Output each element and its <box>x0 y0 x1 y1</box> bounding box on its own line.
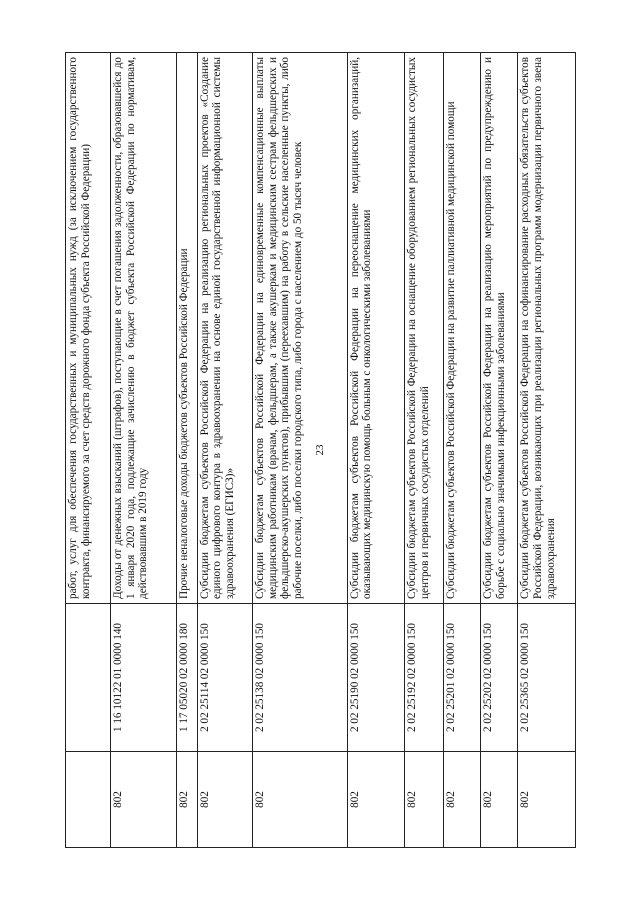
admin-code-cell: 802 <box>518 752 576 848</box>
admin-code-cell: 802 <box>111 752 177 848</box>
budget-code-cell: 2 02 25138 02 0000 150 <box>253 604 348 752</box>
rotated-table-container <box>65 53 576 848</box>
table-row <box>111 53 177 848</box>
revenue-name-cell: Субсидии бюджетам субъектов Российской Федерации на реализацию региональных проектов «Создание единого цифрового контура в здравоохранении на основе единой государственной информационной системы здравоохранения (ЕГИСЗ)» <box>197 53 253 604</box>
revenue-codes-table <box>65 52 576 848</box>
table-row <box>253 53 348 848</box>
admin-code-cell: 802 <box>177 752 198 848</box>
revenue-name-cell: Субсидии бюджетам субъектов Российской Федерации на развитие паллиативной медицинской помощи <box>444 53 481 604</box>
table-row <box>177 53 198 848</box>
admin-code-cell: 802 <box>253 752 348 848</box>
admin-code-cell: 802 <box>444 752 481 848</box>
admin-code-cell: 802 <box>347 752 405 848</box>
table-row <box>444 53 481 848</box>
admin-code-cell: 802 <box>197 752 253 848</box>
revenue-name-cell: работ, услуг для обеспечения государственных и муниципальных нужд (за исключением государственного контракта, финансируемого за счет средств дорожного фонда субъекта Российской Федерации) <box>66 53 111 604</box>
revenue-name-cell: Субсидии бюджетам субъектов Российской Федерации на оснащение оборудованием региональных сосудистых центров и первичных сосудистых отделений <box>405 53 444 604</box>
page-number: 23 <box>314 444 326 456</box>
budget-code-cell: 1 17 05020 02 0000 180 <box>177 604 198 752</box>
revenue-name-cell: Субсидии бюджетам субъектов Российской Федерации на единовременные компенсационные выплаты медицинским работникам (врачам, фельдшерам, а также акушеркам и медицинским сестрам фельдшерских и фельдшерско-акушерских пунктов), прибывшим (переехавшим) на работу в сельские населенные пункты, либо рабочие поселки, либо поселки городского типа, либо города с населением до 50 тысяч человек <box>253 53 348 604</box>
table-row <box>347 53 405 848</box>
budget-code-cell <box>66 604 111 752</box>
budget-code-cell: 2 02 25114 02 0000 150 <box>197 604 253 752</box>
budget-code-cell: 2 02 25190 02 0000 150 <box>347 604 405 752</box>
budget-code-cell: 2 02 25202 02 0000 150 <box>481 604 518 752</box>
budget-code-cell: 1 16 10122 01 0000 140 <box>111 604 177 752</box>
budget-code-cell: 2 02 25192 02 0000 150 <box>405 604 444 752</box>
table-row <box>481 53 518 848</box>
budget-code-cell: 2 02 25201 02 0000 150 <box>444 604 481 752</box>
revenue-name-cell: Субсидии бюджетам субъектов Российской Федерации на переоснащение медицинских организаций, оказывающих медицинскую помощь больным с онкологическими заболеваниями <box>347 53 405 604</box>
budget-code-cell: 2 02 25365 02 0000 150 <box>518 604 576 752</box>
revenue-name-cell: Доходы от денежных взысканий (штрафов), поступающие в счет погашения задолженности, образовавшейся до 1 января 2020 года, подлежащие зачислению в бюджет субъекта Российской Федерации по нормативам, действовавшим в 2019 году <box>111 53 177 604</box>
table-row <box>197 53 253 848</box>
admin-code-cell <box>66 752 111 848</box>
admin-code-cell: 802 <box>481 752 518 848</box>
table-row <box>518 53 576 848</box>
table-row <box>405 53 444 848</box>
revenue-name-cell: Субсидии бюджетам субъектов Российской Федерации на софинансирование расходных обязательств субъектов Российской Федерации, возникающих при реализации региональных программ модернизации первичного звена здравоохранения <box>518 53 576 604</box>
revenue-name-cell: Прочие неналоговые доходы бюджетов субъектов Российской Федерации <box>177 53 198 604</box>
revenue-name-cell: Субсидии бюджетам субъектов Российской Федерации на реализацию мероприятий по предупреждению и борьбе с социально значимыми инфекционными заболеваниями <box>481 53 518 604</box>
table-row <box>66 53 111 848</box>
admin-code-cell: 802 <box>405 752 444 848</box>
